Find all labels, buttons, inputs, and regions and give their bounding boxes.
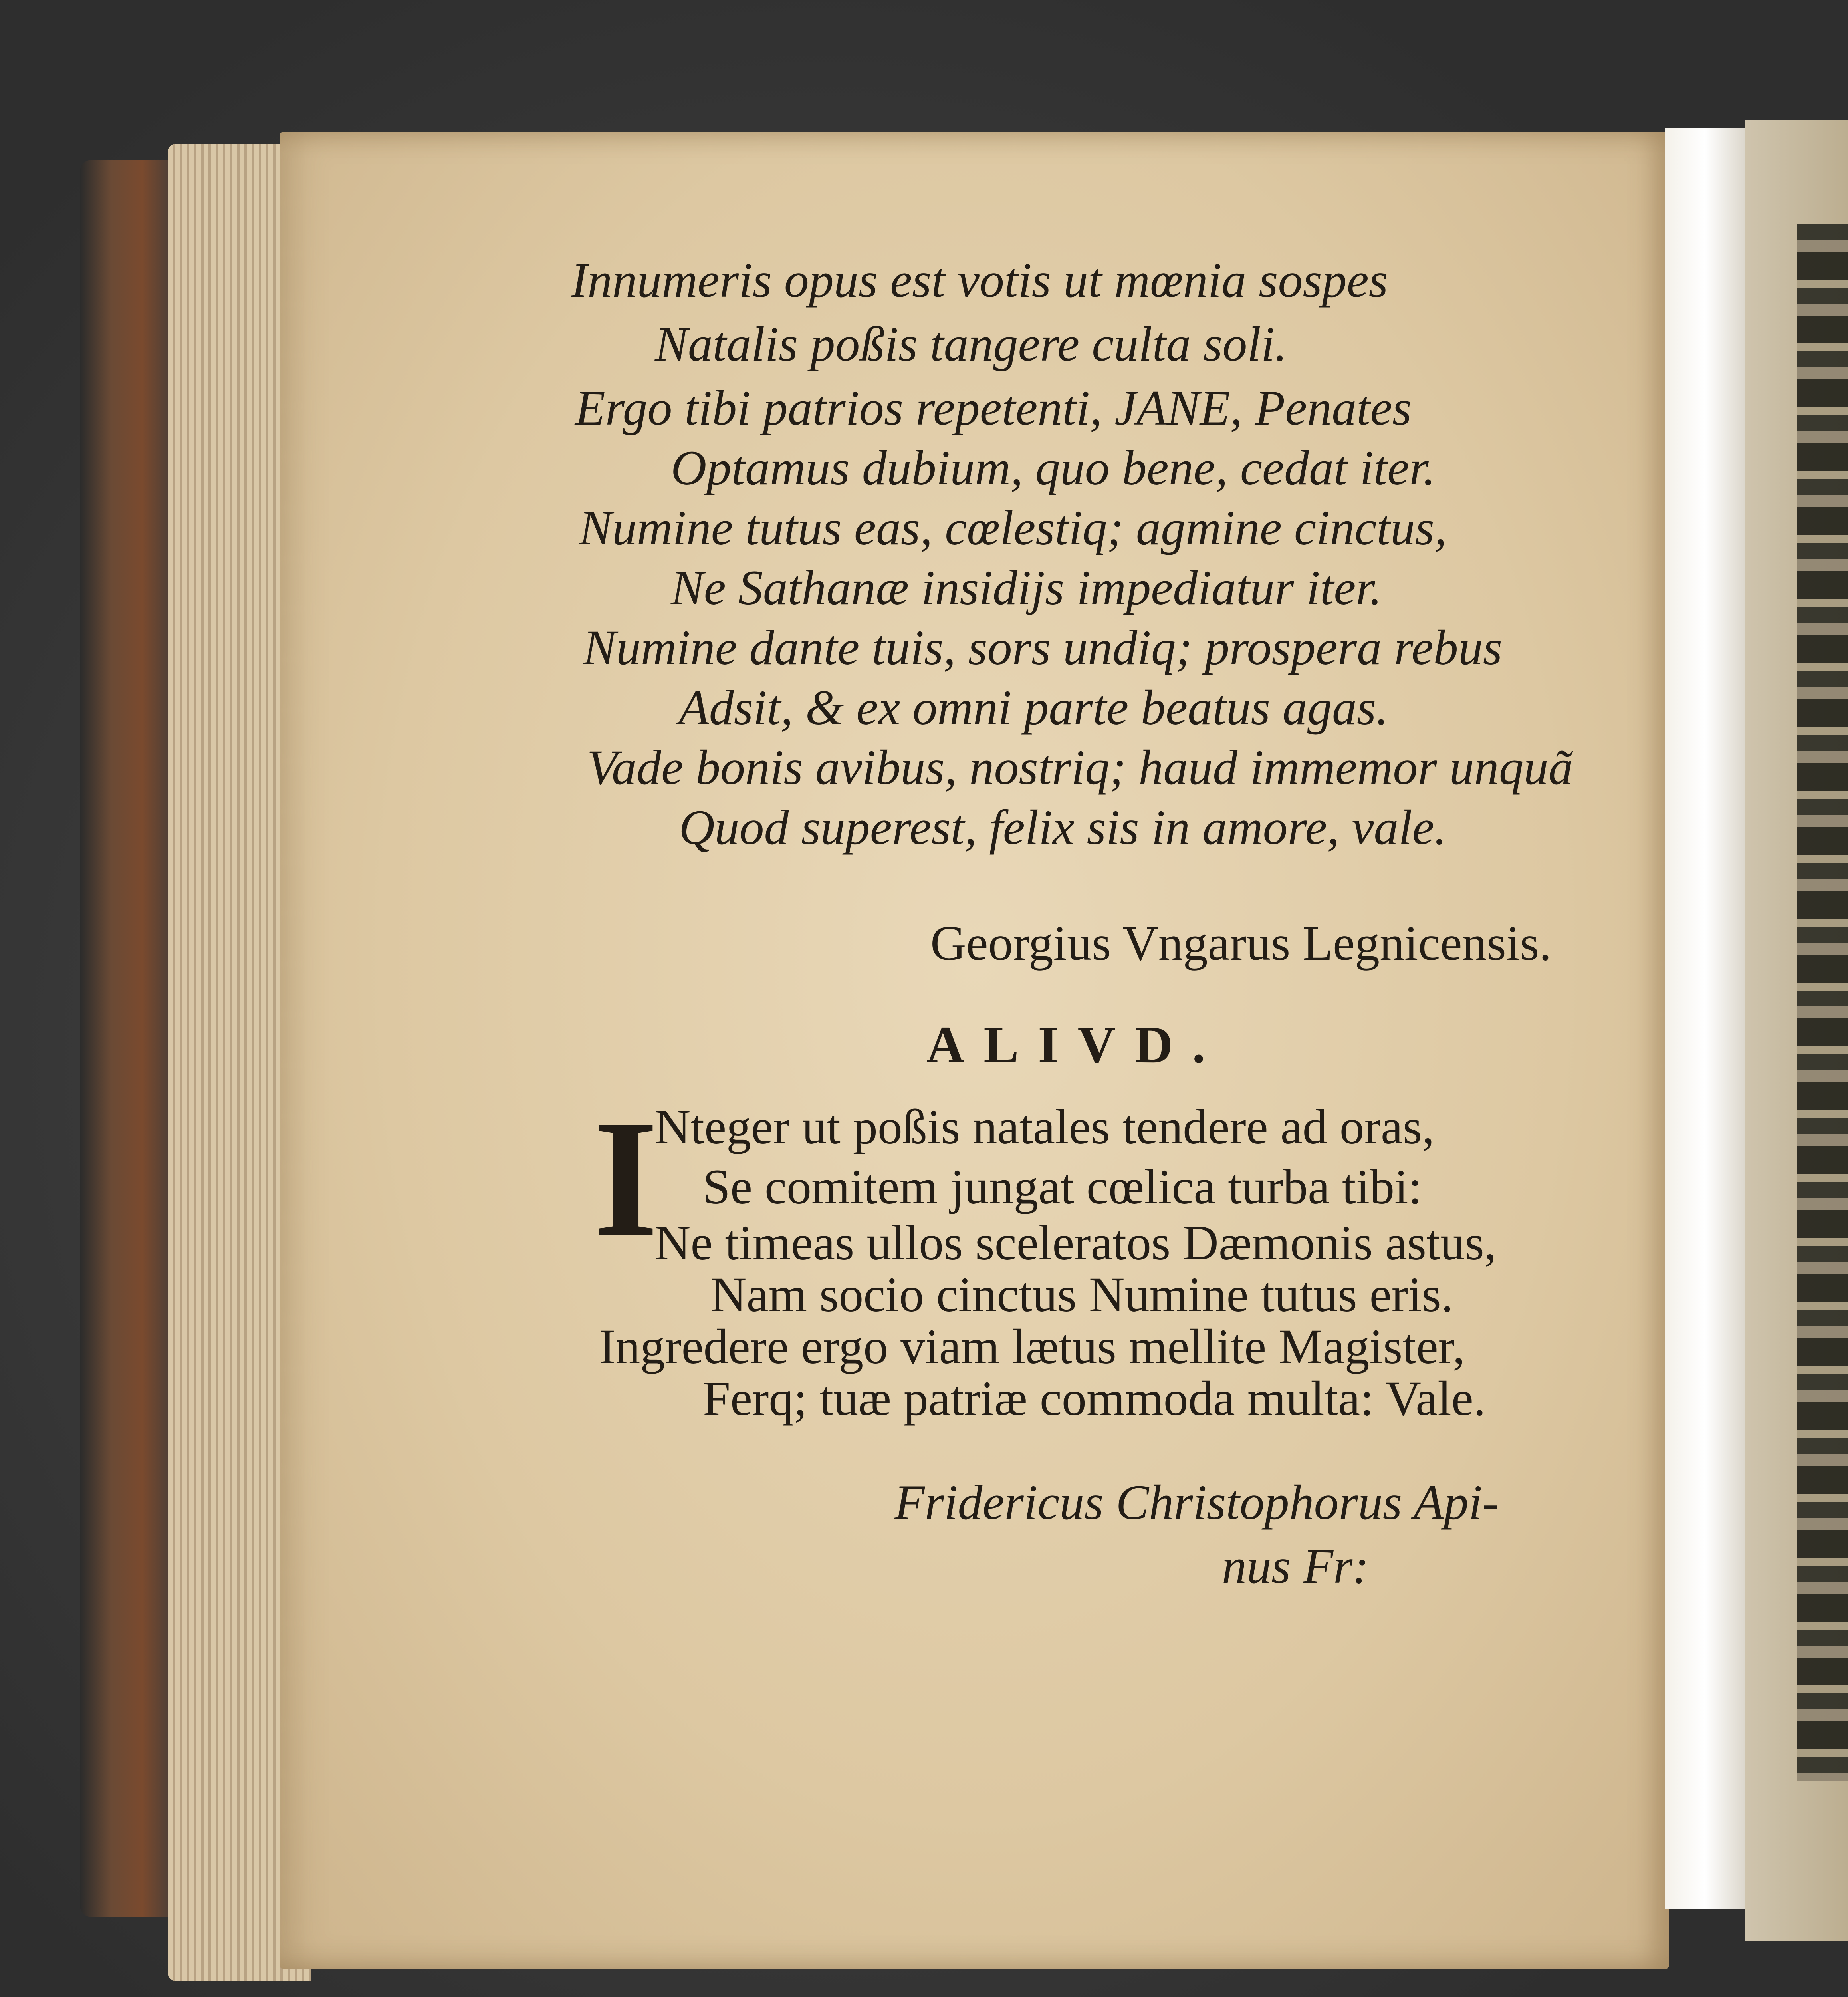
poem1-line-6: Ne Sathanæ insidijs impediatur iter. (671, 560, 1382, 615)
poem1-line-2: Natalis poßis tangere culta soli. (655, 317, 1287, 371)
poem2-title: ALIVD. (926, 1015, 1225, 1074)
poem2-line-1: Nteger ut poßis natales tendere ad oras, (655, 1100, 1435, 1154)
poem1-line-1: Innumeris opus est votis ut mœnia sospes (571, 253, 1388, 308)
poem2-line-4: Nam socio cinctus Numine tutus eris. (711, 1267, 1453, 1322)
poem1-line-5: Numine tutus eas, cœlestiq; agmine cinctus, (579, 500, 1447, 555)
poem1-line-8: Adsit, & ex omni parte beatus agas. (679, 680, 1389, 735)
poem1-line-4: Optamus dubium, quo bene, cedat iter. (671, 441, 1436, 495)
poem1-line-9: Vade bonis avibus, nostriq; haud immemor unquã (587, 740, 1573, 795)
poem2-line-5: Ingredere ergo viam lætus mellite Magister, (599, 1319, 1465, 1374)
poem2-dropcap: I (593, 1085, 658, 1271)
poem1-line-10: Quod superest, felix sis in amore, vale. (679, 800, 1447, 855)
poem1-line-7: Numine dante tuis, sors undiq; prospera rebus (583, 620, 1503, 675)
poem1-author: Georgius Vngarus Legnicensis. (930, 916, 1552, 971)
poem1-line-3: Ergo tibi patrios repetenti, JANE, Penates (575, 381, 1412, 435)
poem2-author-line-1: Fridericus Christophorus Api- (894, 1475, 1499, 1530)
poem2-author-line-2: nus Fr: (1222, 1539, 1369, 1594)
poem2-line-2: Se comitem jungat cœlica turba tibi: (703, 1159, 1422, 1214)
poem2-line-6: Ferq; tuæ patriæ commoda multa: Vale. (703, 1371, 1486, 1426)
poem2-line-3: Ne timeas ullos sceleratos Dæmonis astus, (655, 1215, 1497, 1270)
